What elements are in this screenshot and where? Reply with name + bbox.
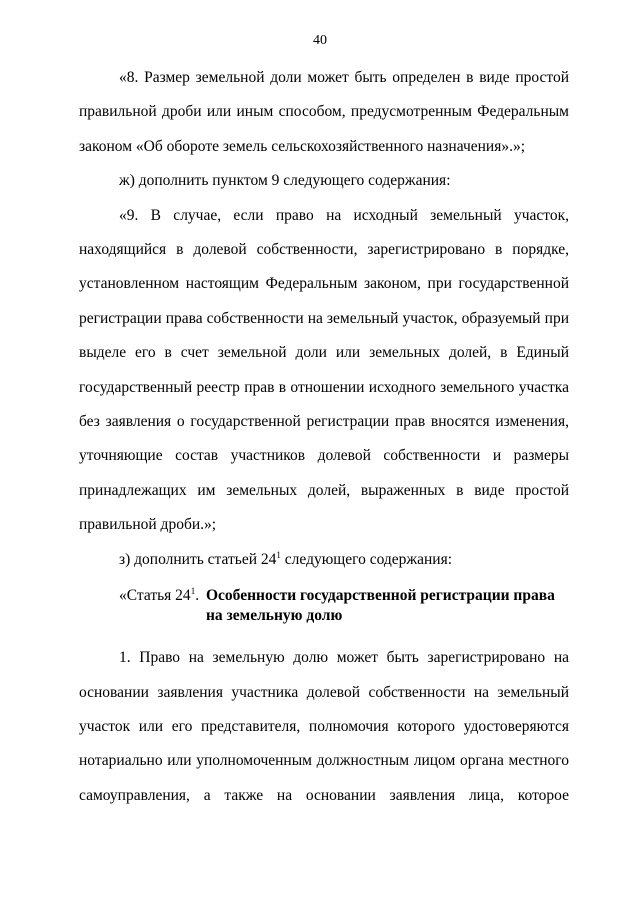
paragraph-item-8: «8. Размер земельной доли может быть определен в виде простой правильной дроби или иным способом, предусмотренным Федеральным законом «Об обороте земель сельскохозяйственного назначения».»; xyxy=(79,69,569,155)
page-number: 40 xyxy=(313,33,327,48)
article-label-superscript: 1 xyxy=(190,586,196,597)
article-heading xyxy=(79,577,569,641)
amend-z-prefix: з) дополнить статьей 24 xyxy=(119,550,277,568)
paragraph-item-9: «9. В случае, если право на исходный земельный участок, находящийся в долевой собственности, зарегистрировано в порядке, установленном настоящим Федеральным законом, при государственной регистрации права собственности на земельный участок, образуемый при выделе его в счет земельной доли или земельных долей, в Единый государственный реестр прав в отношении исходного земельного участка без заявления о государственной регистрации прав вносятся изменения, уточняющие состав участников долевой собственности и размеры принадлежащих им земельных долей, выраженных в виде простой правильной дроби.»; xyxy=(79,206,569,534)
article-label-prefix: «Статья 24 xyxy=(119,587,191,605)
amend-z-superscript: 1 xyxy=(276,549,281,560)
article-label-dot: . xyxy=(195,587,200,605)
article-label xyxy=(119,586,199,606)
amend-z-suffix: следующего содержания: xyxy=(280,550,453,568)
document-body xyxy=(79,61,569,813)
paragraph-article-1: 1. Право на земельную долю может быть зарегистрировано на основании заявления участника долевой собственности на земельный участок или его представителя, полномочия которого удостоверяются нотариально или уполномоченным должностным лицом органа местного самоуправления, а также на основании заявления лица, которое xyxy=(79,649,569,804)
article-title: Особенности государственной регистрации права на земельную долю xyxy=(206,587,555,625)
paragraph-amend-z xyxy=(79,543,569,577)
paragraph-amend-zh: ж) дополнить пунктом 9 следующего содержания: xyxy=(119,172,451,190)
